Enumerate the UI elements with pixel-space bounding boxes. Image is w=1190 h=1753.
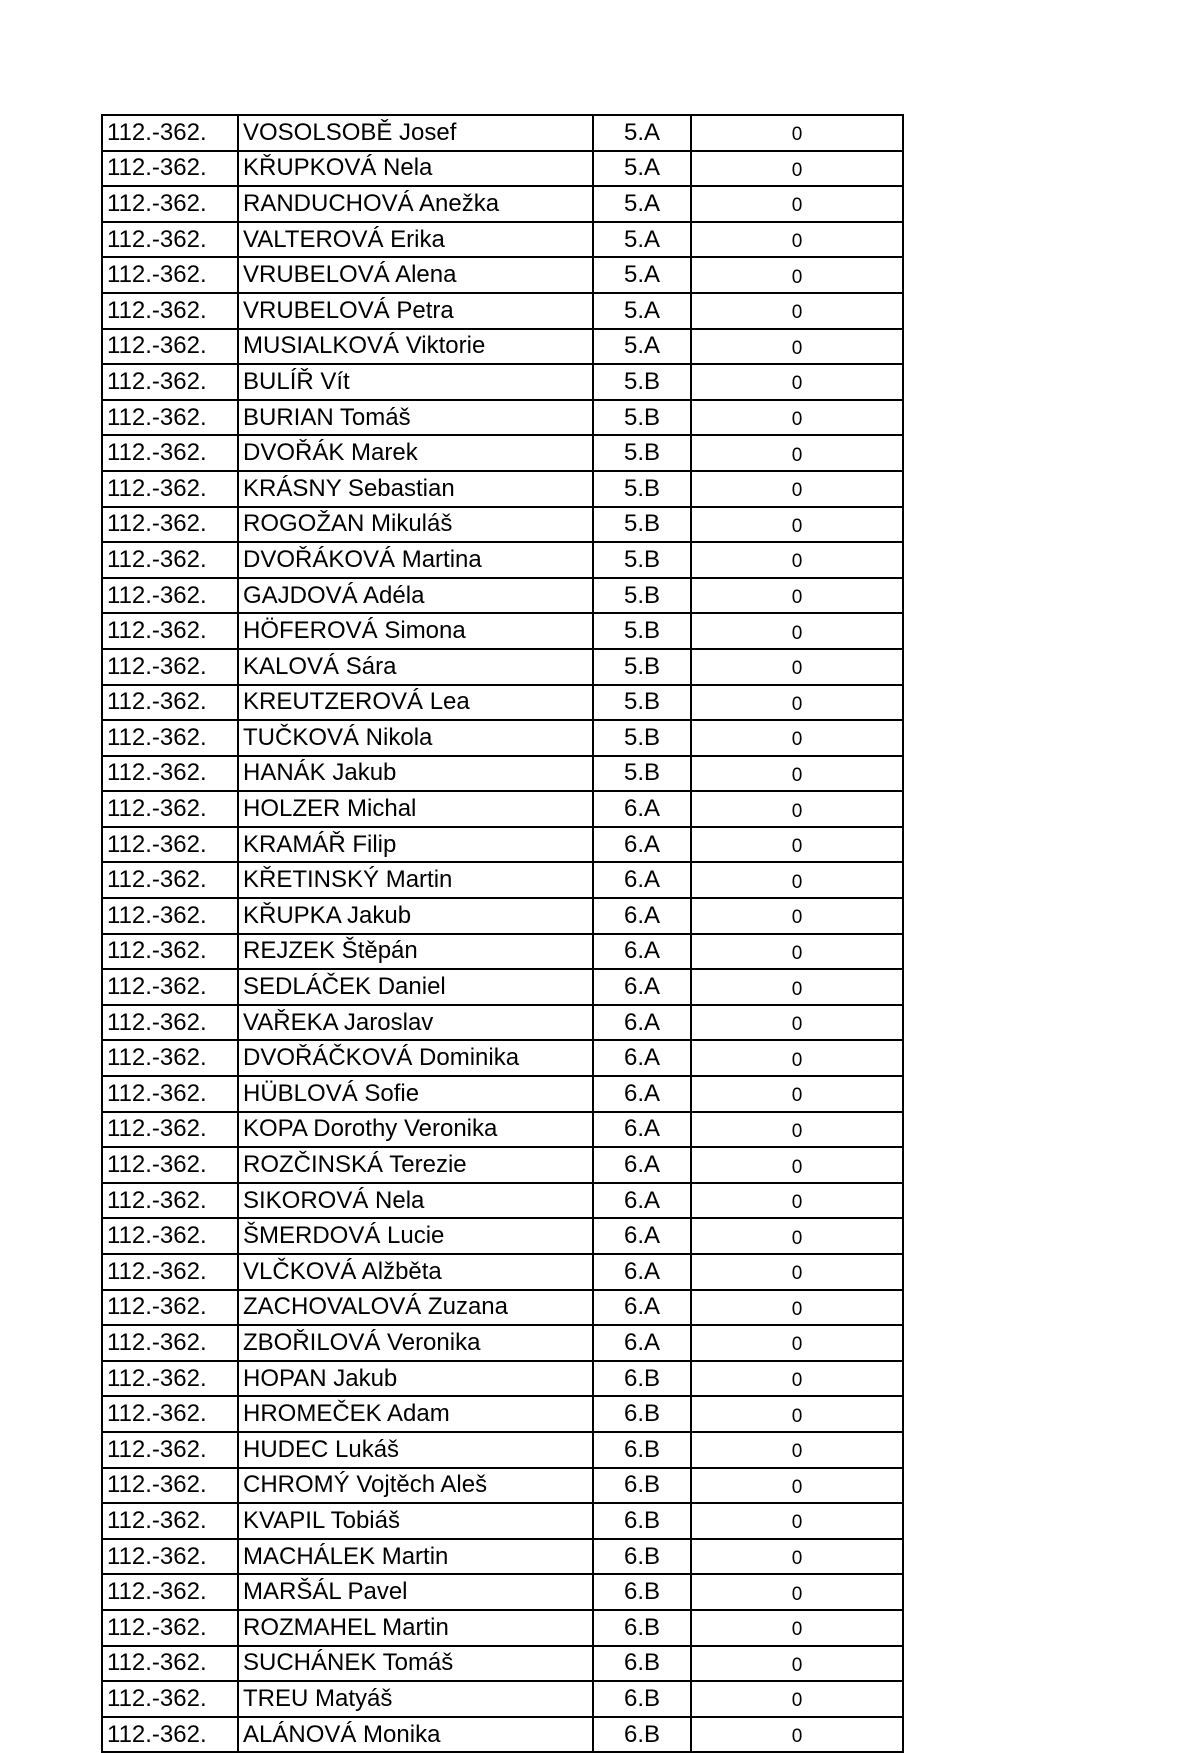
rank-cell: 112.-362. bbox=[102, 293, 238, 329]
student-name-cell: KRAMÁŘ Filip bbox=[238, 827, 593, 863]
rank-cell: 112.-362. bbox=[102, 1432, 238, 1468]
results-table-body bbox=[102, 115, 903, 1752]
student-name-cell: TUČKOVÁ Nikola bbox=[238, 720, 593, 756]
rank-cell: 112.-362. bbox=[102, 862, 238, 898]
score-cell: 0 bbox=[691, 1610, 903, 1646]
class-cell: 6.B bbox=[593, 1681, 691, 1717]
table-row bbox=[102, 827, 903, 863]
score-cell: 0 bbox=[691, 542, 903, 578]
table-row bbox=[102, 685, 903, 721]
class-cell: 5.A bbox=[593, 186, 691, 222]
table-row bbox=[102, 1610, 903, 1646]
student-name-cell: MACHÁLEK Martin bbox=[238, 1539, 593, 1575]
student-name-cell: KŘUPKA Jakub bbox=[238, 898, 593, 934]
rank-cell: 112.-362. bbox=[102, 1681, 238, 1717]
score-cell: 0 bbox=[691, 1717, 903, 1753]
student-name-cell: ŠMERDOVÁ Lucie bbox=[238, 1218, 593, 1254]
class-cell: 5.B bbox=[593, 542, 691, 578]
rank-cell: 112.-362. bbox=[102, 649, 238, 685]
score-cell: 0 bbox=[691, 1432, 903, 1468]
class-cell: 6.A bbox=[593, 1040, 691, 1076]
score-cell: 0 bbox=[691, 791, 903, 827]
student-name-cell: TREU Matyáš bbox=[238, 1681, 593, 1717]
table-row bbox=[102, 471, 903, 507]
class-cell: 5.A bbox=[593, 115, 691, 151]
score-cell: 0 bbox=[691, 756, 903, 792]
score-cell: 0 bbox=[691, 720, 903, 756]
table-row bbox=[102, 1325, 903, 1361]
score-cell: 0 bbox=[691, 649, 903, 685]
score-cell: 0 bbox=[691, 222, 903, 258]
class-cell: 6.A bbox=[593, 1325, 691, 1361]
student-name-cell: DVOŘÁKOVÁ Martina bbox=[238, 542, 593, 578]
class-cell: 5.A bbox=[593, 329, 691, 365]
rank-cell: 112.-362. bbox=[102, 1040, 238, 1076]
class-cell: 6.A bbox=[593, 1218, 691, 1254]
class-cell: 6.A bbox=[593, 898, 691, 934]
class-cell: 6.A bbox=[593, 1254, 691, 1290]
rank-cell: 112.-362. bbox=[102, 685, 238, 721]
student-name-cell: VALTEROVÁ Erika bbox=[238, 222, 593, 258]
table-row bbox=[102, 862, 903, 898]
class-cell: 6.B bbox=[593, 1396, 691, 1432]
score-cell: 0 bbox=[691, 1112, 903, 1148]
table-row bbox=[102, 542, 903, 578]
class-cell: 6.A bbox=[593, 791, 691, 827]
table-row bbox=[102, 1646, 903, 1682]
score-cell: 0 bbox=[691, 1076, 903, 1112]
score-cell: 0 bbox=[691, 1468, 903, 1504]
class-cell: 5.B bbox=[593, 578, 691, 614]
class-cell: 6.A bbox=[593, 827, 691, 863]
student-name-cell: REJZEK Štěpán bbox=[238, 934, 593, 970]
student-name-cell: HOLZER Michal bbox=[238, 791, 593, 827]
rank-cell: 112.-362. bbox=[102, 613, 238, 649]
score-cell: 0 bbox=[691, 1183, 903, 1219]
rank-cell: 112.-362. bbox=[102, 222, 238, 258]
student-name-cell: ROZMAHEL Martin bbox=[238, 1610, 593, 1646]
table-row bbox=[102, 115, 903, 151]
table-row bbox=[102, 756, 903, 792]
score-cell: 0 bbox=[691, 1539, 903, 1575]
score-cell: 0 bbox=[691, 115, 903, 151]
table-row bbox=[102, 1076, 903, 1112]
student-name-cell: KŘETINSKÝ Martin bbox=[238, 862, 593, 898]
rank-cell: 112.-362. bbox=[102, 1254, 238, 1290]
table-row bbox=[102, 898, 903, 934]
class-cell: 6.B bbox=[593, 1468, 691, 1504]
score-cell: 0 bbox=[691, 1681, 903, 1717]
student-name-cell: VAŘEKA Jaroslav bbox=[238, 1005, 593, 1041]
table-row bbox=[102, 1717, 903, 1753]
student-name-cell: HÖFEROVÁ Simona bbox=[238, 613, 593, 649]
class-cell: 6.B bbox=[593, 1361, 691, 1397]
student-name-cell: DVOŘÁK Marek bbox=[238, 435, 593, 471]
score-cell: 0 bbox=[691, 1574, 903, 1610]
class-cell: 5.B bbox=[593, 613, 691, 649]
student-name-cell: KREUTZEROVÁ Lea bbox=[238, 685, 593, 721]
score-cell: 0 bbox=[691, 1503, 903, 1539]
score-cell: 0 bbox=[691, 507, 903, 543]
rank-cell: 112.-362. bbox=[102, 329, 238, 365]
rank-cell: 112.-362. bbox=[102, 435, 238, 471]
table-row bbox=[102, 969, 903, 1005]
student-name-cell: ROGOŽAN Mikuláš bbox=[238, 507, 593, 543]
class-cell: 5.A bbox=[593, 293, 691, 329]
class-cell: 5.B bbox=[593, 435, 691, 471]
rank-cell: 112.-362. bbox=[102, 1574, 238, 1610]
rank-cell: 112.-362. bbox=[102, 1005, 238, 1041]
score-cell: 0 bbox=[691, 862, 903, 898]
table-row bbox=[102, 1539, 903, 1575]
score-cell: 0 bbox=[691, 435, 903, 471]
rank-cell: 112.-362. bbox=[102, 1290, 238, 1326]
student-name-cell: RANDUCHOVÁ Anežka bbox=[238, 186, 593, 222]
rank-cell: 112.-362. bbox=[102, 1218, 238, 1254]
rank-cell: 112.-362. bbox=[102, 186, 238, 222]
student-name-cell: SIKOROVÁ Nela bbox=[238, 1183, 593, 1219]
rank-cell: 112.-362. bbox=[102, 1183, 238, 1219]
student-name-cell: VRUBELOVÁ Alena bbox=[238, 257, 593, 293]
class-cell: 5.A bbox=[593, 222, 691, 258]
table-row bbox=[102, 1112, 903, 1148]
student-name-cell: SEDLÁČEK Daniel bbox=[238, 969, 593, 1005]
rank-cell: 112.-362. bbox=[102, 1646, 238, 1682]
score-cell: 0 bbox=[691, 685, 903, 721]
rank-cell: 112.-362. bbox=[102, 898, 238, 934]
results-table bbox=[101, 114, 904, 1753]
table-row bbox=[102, 1147, 903, 1183]
class-cell: 6.B bbox=[593, 1717, 691, 1753]
table-row bbox=[102, 1040, 903, 1076]
table-row bbox=[102, 720, 903, 756]
student-name-cell: BULÍŘ Vít bbox=[238, 364, 593, 400]
table-row bbox=[102, 1574, 903, 1610]
class-cell: 6.B bbox=[593, 1432, 691, 1468]
rank-cell: 112.-362. bbox=[102, 827, 238, 863]
class-cell: 6.B bbox=[593, 1539, 691, 1575]
score-cell: 0 bbox=[691, 471, 903, 507]
score-cell: 0 bbox=[691, 329, 903, 365]
student-name-cell: ZACHOVALOVÁ Zuzana bbox=[238, 1290, 593, 1326]
rank-cell: 112.-362. bbox=[102, 720, 238, 756]
score-cell: 0 bbox=[691, 898, 903, 934]
class-cell: 5.B bbox=[593, 507, 691, 543]
student-name-cell: HUDEC Lukáš bbox=[238, 1432, 593, 1468]
score-cell: 0 bbox=[691, 364, 903, 400]
student-name-cell: MUSIALKOVÁ Viktorie bbox=[238, 329, 593, 365]
rank-cell: 112.-362. bbox=[102, 578, 238, 614]
table-row bbox=[102, 1254, 903, 1290]
score-cell: 0 bbox=[691, 1040, 903, 1076]
rank-cell: 112.-362. bbox=[102, 1147, 238, 1183]
score-cell: 0 bbox=[691, 293, 903, 329]
rank-cell: 112.-362. bbox=[102, 1610, 238, 1646]
rank-cell: 112.-362. bbox=[102, 1361, 238, 1397]
table-row bbox=[102, 1503, 903, 1539]
student-name-cell: KRÁSNY Sebastian bbox=[238, 471, 593, 507]
score-cell: 0 bbox=[691, 1396, 903, 1432]
class-cell: 6.A bbox=[593, 1147, 691, 1183]
score-cell: 0 bbox=[691, 827, 903, 863]
rank-cell: 112.-362. bbox=[102, 791, 238, 827]
score-cell: 0 bbox=[691, 257, 903, 293]
table-row bbox=[102, 257, 903, 293]
student-name-cell: HOPAN Jakub bbox=[238, 1361, 593, 1397]
score-cell: 0 bbox=[691, 934, 903, 970]
rank-cell: 112.-362. bbox=[102, 364, 238, 400]
class-cell: 6.A bbox=[593, 1290, 691, 1326]
student-name-cell: BURIAN Tomáš bbox=[238, 400, 593, 436]
student-name-cell: HÜBLOVÁ Sofie bbox=[238, 1076, 593, 1112]
class-cell: 6.A bbox=[593, 862, 691, 898]
student-name-cell: KALOVÁ Sára bbox=[238, 649, 593, 685]
student-name-cell: VRUBELOVÁ Petra bbox=[238, 293, 593, 329]
table-row bbox=[102, 1681, 903, 1717]
rank-cell: 112.-362. bbox=[102, 1468, 238, 1504]
class-cell: 6.B bbox=[593, 1503, 691, 1539]
student-name-cell: KŘUPKOVÁ Nela bbox=[238, 151, 593, 187]
class-cell: 5.B bbox=[593, 471, 691, 507]
class-cell: 6.A bbox=[593, 934, 691, 970]
table-row bbox=[102, 791, 903, 827]
table-row bbox=[102, 222, 903, 258]
rank-cell: 112.-362. bbox=[102, 934, 238, 970]
score-cell: 0 bbox=[691, 1254, 903, 1290]
rank-cell: 112.-362. bbox=[102, 1539, 238, 1575]
class-cell: 5.B bbox=[593, 756, 691, 792]
score-cell: 0 bbox=[691, 1325, 903, 1361]
class-cell: 6.A bbox=[593, 969, 691, 1005]
table-row bbox=[102, 293, 903, 329]
rank-cell: 112.-362. bbox=[102, 542, 238, 578]
student-name-cell: GAJDOVÁ Adéla bbox=[238, 578, 593, 614]
student-name-cell: VOSOLSOBĚ Josef bbox=[238, 115, 593, 151]
class-cell: 6.B bbox=[593, 1610, 691, 1646]
student-name-cell: MARŠÁL Pavel bbox=[238, 1574, 593, 1610]
score-cell: 0 bbox=[691, 1290, 903, 1326]
table-row bbox=[102, 329, 903, 365]
table-row bbox=[102, 1361, 903, 1397]
rank-cell: 112.-362. bbox=[102, 1396, 238, 1432]
student-name-cell: HROMEČEK Adam bbox=[238, 1396, 593, 1432]
rank-cell: 112.-362. bbox=[102, 1076, 238, 1112]
student-name-cell: ZBOŘILOVÁ Veronika bbox=[238, 1325, 593, 1361]
table-row bbox=[102, 507, 903, 543]
rank-cell: 112.-362. bbox=[102, 151, 238, 187]
table-row bbox=[102, 1005, 903, 1041]
rank-cell: 112.-362. bbox=[102, 471, 238, 507]
table-row bbox=[102, 364, 903, 400]
rank-cell: 112.-362. bbox=[102, 115, 238, 151]
class-cell: 6.A bbox=[593, 1076, 691, 1112]
rank-cell: 112.-362. bbox=[102, 756, 238, 792]
score-cell: 0 bbox=[691, 1218, 903, 1254]
score-cell: 0 bbox=[691, 969, 903, 1005]
table-row bbox=[102, 1396, 903, 1432]
table-row bbox=[102, 1218, 903, 1254]
rank-cell: 112.-362. bbox=[102, 1325, 238, 1361]
class-cell: 5.B bbox=[593, 720, 691, 756]
score-cell: 0 bbox=[691, 1361, 903, 1397]
class-cell: 5.A bbox=[593, 151, 691, 187]
rank-cell: 112.-362. bbox=[102, 400, 238, 436]
score-cell: 0 bbox=[691, 1646, 903, 1682]
class-cell: 5.B bbox=[593, 400, 691, 436]
score-cell: 0 bbox=[691, 578, 903, 614]
class-cell: 5.B bbox=[593, 685, 691, 721]
student-name-cell: CHROMÝ Vojtěch Aleš bbox=[238, 1468, 593, 1504]
table-row bbox=[102, 613, 903, 649]
class-cell: 5.B bbox=[593, 649, 691, 685]
student-name-cell: VLČKOVÁ Alžběta bbox=[238, 1254, 593, 1290]
score-cell: 0 bbox=[691, 400, 903, 436]
class-cell: 5.B bbox=[593, 364, 691, 400]
table-row bbox=[102, 934, 903, 970]
table-row bbox=[102, 649, 903, 685]
table-row bbox=[102, 151, 903, 187]
student-name-cell: SUCHÁNEK Tomáš bbox=[238, 1646, 593, 1682]
student-name-cell: ALÁNOVÁ Monika bbox=[238, 1717, 593, 1753]
score-cell: 0 bbox=[691, 1005, 903, 1041]
table-row bbox=[102, 1183, 903, 1219]
rank-cell: 112.-362. bbox=[102, 507, 238, 543]
table-row bbox=[102, 1290, 903, 1326]
student-name-cell: HANÁK Jakub bbox=[238, 756, 593, 792]
table-row bbox=[102, 435, 903, 471]
student-name-cell: KVAPIL Tobiáš bbox=[238, 1503, 593, 1539]
rank-cell: 112.-362. bbox=[102, 1717, 238, 1753]
student-name-cell: ROZČINSKÁ Terezie bbox=[238, 1147, 593, 1183]
rank-cell: 112.-362. bbox=[102, 257, 238, 293]
rank-cell: 112.-362. bbox=[102, 969, 238, 1005]
table-row bbox=[102, 186, 903, 222]
student-name-cell: DVOŘÁČKOVÁ Dominika bbox=[238, 1040, 593, 1076]
class-cell: 6.A bbox=[593, 1112, 691, 1148]
rank-cell: 112.-362. bbox=[102, 1112, 238, 1148]
score-cell: 0 bbox=[691, 1147, 903, 1183]
rank-cell: 112.-362. bbox=[102, 1503, 238, 1539]
student-name-cell: KOPA Dorothy Veronika bbox=[238, 1112, 593, 1148]
class-cell: 5.A bbox=[593, 257, 691, 293]
class-cell: 6.B bbox=[593, 1574, 691, 1610]
score-cell: 0 bbox=[691, 186, 903, 222]
score-cell: 0 bbox=[691, 151, 903, 187]
score-cell: 0 bbox=[691, 613, 903, 649]
table-row bbox=[102, 1468, 903, 1504]
table-row bbox=[102, 400, 903, 436]
table-row bbox=[102, 578, 903, 614]
table-row bbox=[102, 1432, 903, 1468]
class-cell: 6.B bbox=[593, 1646, 691, 1682]
class-cell: 6.A bbox=[593, 1183, 691, 1219]
class-cell: 6.A bbox=[593, 1005, 691, 1041]
